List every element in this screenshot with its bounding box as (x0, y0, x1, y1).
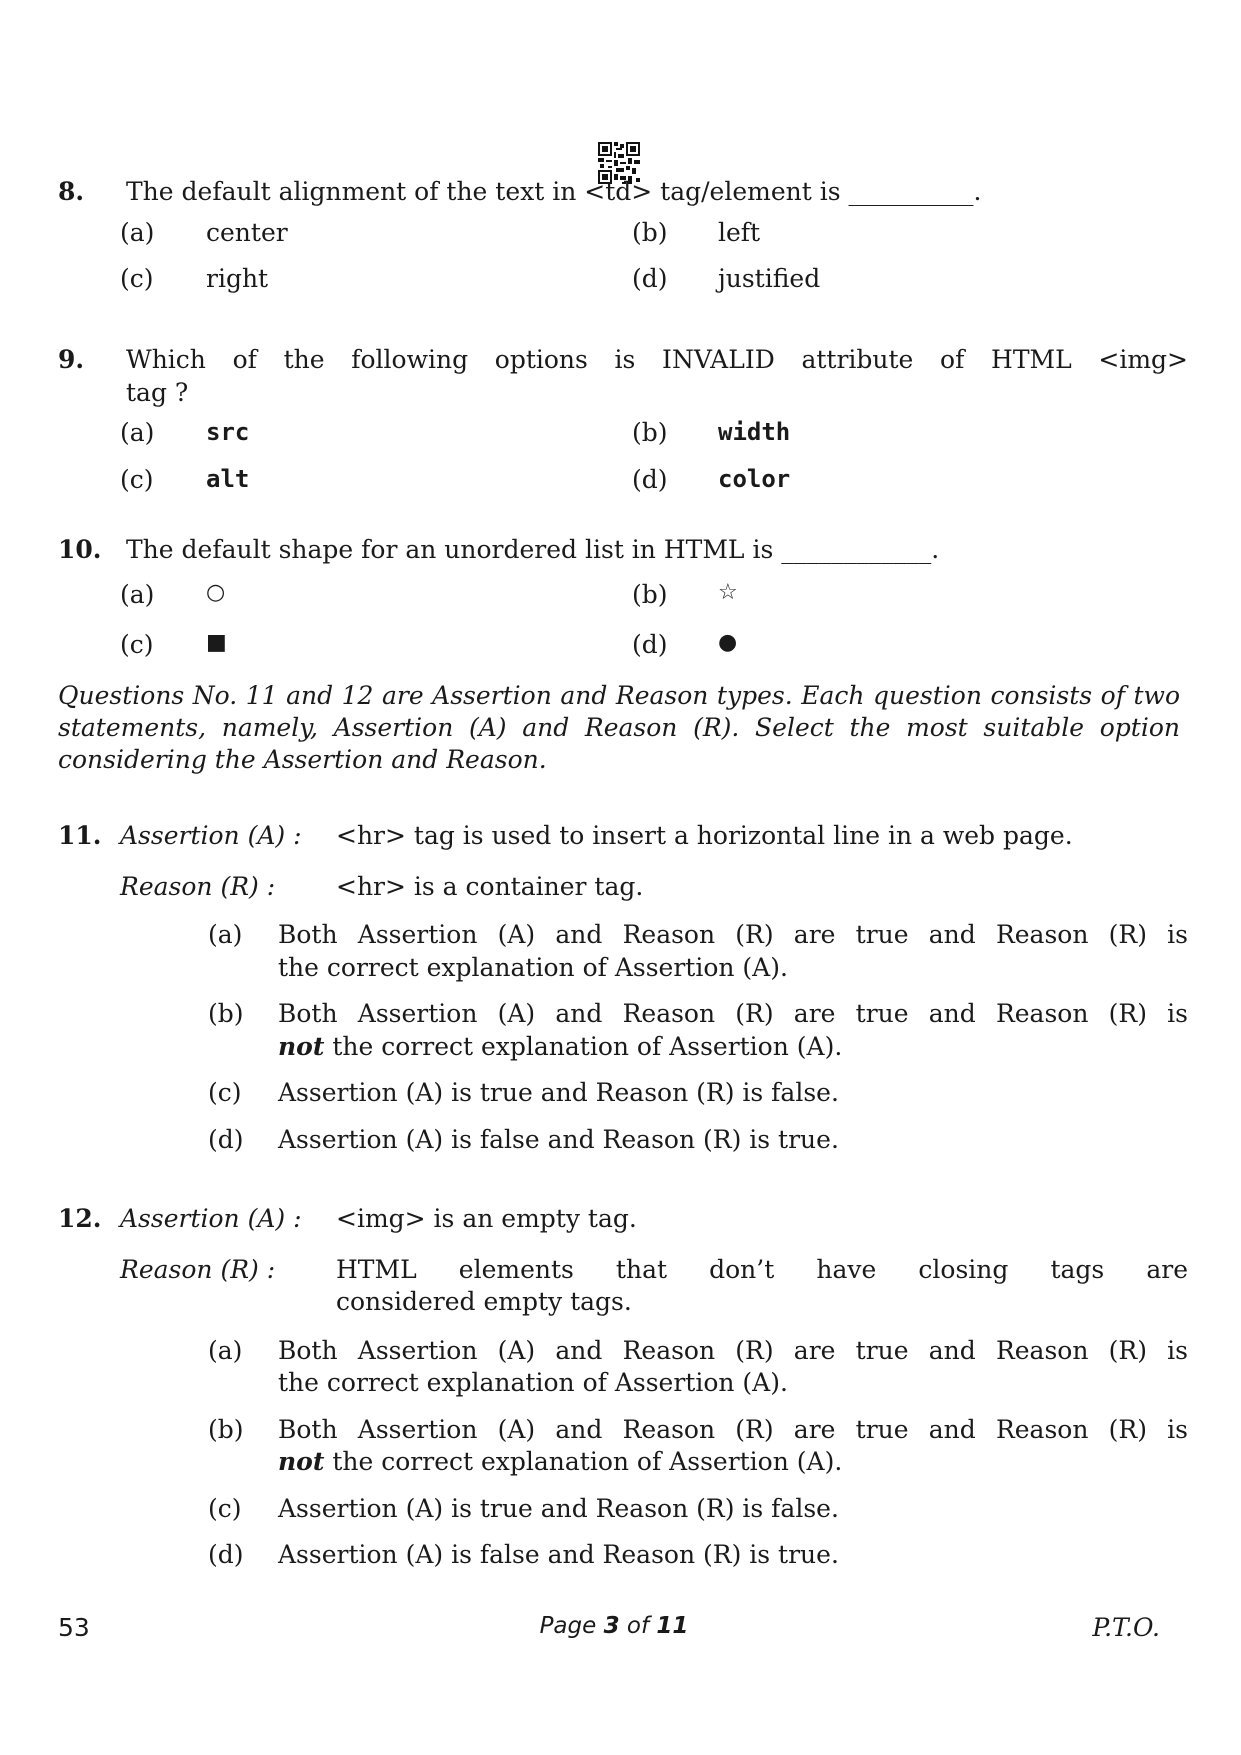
option-label: (b) (208, 999, 244, 1028)
option-label: (b) (632, 418, 668, 447)
option-d (208, 1124, 1188, 1157)
page-mid: of (619, 1613, 657, 1639)
option-text (278, 1335, 1188, 1400)
reason-label: Reason (R) : (120, 1254, 276, 1284)
option-c (208, 1077, 1188, 1110)
star-bullet-icon: ☆ (718, 579, 738, 605)
assertion-row (58, 820, 1188, 853)
option-label: (a) (208, 920, 243, 949)
option-c (208, 1493, 1188, 1526)
option-text: alt (206, 464, 250, 493)
option-label: (c) (208, 1493, 242, 1523)
option-a (120, 579, 632, 612)
option-label: (d) (632, 630, 668, 659)
option-a (208, 919, 1188, 984)
option-text: Assertion (A) is true and Reason (R) is false. (278, 1493, 839, 1523)
option-line-rest: the correct explanation of Assertion (A). (324, 1447, 843, 1476)
option-text: Assertion (A) is false and Reason (R) is true. (278, 1124, 839, 1154)
option-label: (d) (632, 464, 668, 494)
option-a (120, 217, 632, 250)
option-label: (c) (208, 1078, 242, 1107)
option-label: (d) (632, 264, 668, 293)
option-a (208, 1335, 1188, 1400)
assertion-text: <img> is an empty tag. (336, 1204, 637, 1233)
option-text: center (206, 217, 288, 247)
option-label: (a) (120, 579, 155, 609)
options-grid (120, 217, 1188, 296)
question-12 (58, 1203, 1188, 1586)
option-text: width (718, 418, 791, 446)
options-list (208, 1335, 1188, 1572)
option-line (278, 1031, 1188, 1064)
option-d (208, 1539, 1188, 1572)
option-b (632, 579, 1144, 612)
question-text: The default alignment of the text in <td> tag/element is __________. (126, 177, 982, 206)
option-text: Assertion (A) is true and Reason (R) is false. (278, 1078, 839, 1107)
question-10 (58, 534, 1188, 662)
options-grid (120, 579, 1188, 662)
question-number: 11. (58, 821, 102, 850)
option-d (632, 629, 1144, 662)
option-label: (c) (120, 630, 154, 659)
option-line: Both Assertion (A) and Reason (R) are true and Reason (R) is (278, 920, 1188, 949)
option-text: color (718, 464, 791, 493)
option-b (632, 217, 1144, 250)
option-label: (a) (120, 217, 155, 247)
pto-label: P.T.O. (1092, 1613, 1160, 1642)
option-d (632, 263, 1144, 296)
option-line: Both Assertion (A) and Reason (R) are true and Reason (R) is (278, 1335, 1188, 1365)
page-current: 3 (603, 1613, 620, 1639)
option-line: Both Assertion (A) and Reason (R) are true and Reason (R) is (278, 1414, 1188, 1444)
option-b (208, 1414, 1188, 1479)
option-label: (d) (208, 1124, 244, 1154)
option-label: (c) (120, 464, 154, 494)
assertion-text: <hr> tag is used to insert a horizontal line in a web page. (336, 821, 1073, 850)
assertion-row (58, 1203, 1188, 1236)
reason-text (336, 1254, 1188, 1319)
option-label: (a) (208, 1335, 243, 1365)
option-text: Assertion (A) is false and Reason (R) is true. (278, 1540, 839, 1569)
page-number (58, 1612, 1170, 1642)
emphasis-not: not (278, 1447, 325, 1476)
page-footer (58, 1612, 1170, 1652)
option-label: (b) (208, 1414, 244, 1444)
reason-row (120, 1254, 1188, 1319)
option-text (278, 998, 1188, 1063)
question-number: 8. (58, 177, 85, 206)
option-line: the correct explanation of Assertion (A). (278, 1368, 788, 1397)
square-bullet-icon: ■ (206, 630, 227, 655)
option-label: (c) (120, 264, 154, 293)
option-text: justified (718, 264, 821, 293)
option-text: src (206, 418, 250, 446)
circle-bullet-icon: ○ (206, 579, 226, 605)
question-text: The default shape for an unordered list in HTML is ____________. (126, 535, 940, 564)
reason-label: Reason (R) : (120, 871, 276, 901)
paper-code: 53 (58, 1613, 90, 1642)
emphasis-not: not (278, 1031, 325, 1061)
option-a (120, 417, 632, 450)
reason-line: HTML elements that don’t have closing tags are (336, 1254, 1188, 1284)
reason-row (120, 871, 1188, 904)
assertion-label: Assertion (A) : (120, 1204, 302, 1233)
option-text: left (718, 217, 761, 247)
option-c (120, 464, 632, 497)
option-line-rest: the correct explanation of Assertion (A). (324, 1031, 843, 1061)
assertion-label: Assertion (A) : (120, 821, 302, 850)
question-9 (58, 344, 1188, 496)
option-text (278, 1414, 1188, 1479)
question-text-line: tag ? (126, 377, 189, 407)
option-line: the correct explanation of Assertion (A). (278, 952, 788, 982)
assertion-reason-instructions: Questions No. 11 and 12 are Assertion and Reason types. Each question consists of two statements, namely, Assertion (A) and Reason (R). Select the most suitable option considering the Assertion and Reason. (58, 681, 1180, 774)
option-c (120, 263, 632, 296)
question-number: 12. (58, 1204, 102, 1233)
reason-line: considered empty tags. (336, 1287, 632, 1316)
option-c (120, 629, 632, 662)
option-label: (b) (632, 217, 668, 247)
question-number: 10. (58, 535, 102, 564)
question-11 (58, 820, 1188, 1170)
question-text-line: Which of the following options is INVALID attribute of HTML <img> (126, 345, 1188, 374)
options-list (208, 919, 1188, 1156)
option-b (208, 998, 1188, 1063)
question-number: 9. (58, 345, 85, 374)
page-total: 11 (656, 1613, 689, 1639)
disc-bullet-icon: ● (718, 630, 738, 655)
options-grid (120, 417, 1188, 496)
option-d (632, 464, 1144, 497)
question-text (126, 344, 1188, 409)
option-label: (d) (208, 1540, 244, 1569)
option-line: Both Assertion (A) and Reason (R) are true and Reason (R) is (278, 999, 1188, 1028)
page-prefix: Page (539, 1613, 604, 1639)
option-text (278, 919, 1188, 984)
option-line (278, 1446, 1188, 1479)
option-label: (a) (120, 418, 155, 447)
reason-text: <hr> is a container tag. (336, 871, 644, 901)
option-text: right (206, 264, 269, 293)
question-8 (58, 176, 1188, 296)
option-label: (b) (632, 579, 668, 609)
option-b (632, 417, 1144, 450)
